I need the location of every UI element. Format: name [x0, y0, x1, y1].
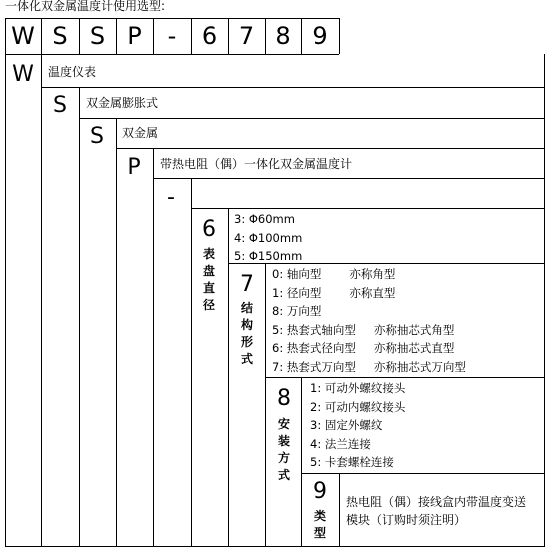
- option-row: 4: Φ100mm: [234, 230, 303, 245]
- section-8-name-char: 方: [277, 451, 290, 465]
- option-row: 5: 热套式轴向型 亦称抽芯式角型: [272, 322, 455, 337]
- code-cell-6: 6: [201, 22, 218, 50]
- code-cell-s1: S: [52, 22, 68, 50]
- section-7-name-char: 结: [240, 301, 253, 315]
- section-9-digit: 9: [313, 479, 327, 504]
- option-row: 4: 法兰连接: [310, 436, 371, 451]
- section-8-name-char: 安: [277, 417, 290, 431]
- option-row: 2: 可动内螺纹接头: [310, 399, 406, 414]
- option-row: 5: Φ150mm: [234, 249, 303, 263]
- code-cell-w: W: [11, 22, 35, 50]
- section-8-options: [310, 379, 405, 472]
- option-row: 6: 热套式径向型 亦称抽芯式直型: [272, 341, 455, 355]
- code-cell-dash: -: [167, 22, 177, 50]
- code-cell-s2: S: [89, 22, 106, 50]
- level-p-label: 带热电阻（偶）一体化双金属温度计: [160, 157, 353, 171]
- level-s1-code: S: [53, 93, 67, 118]
- option-row: 5: 卡套螺栓连接: [310, 455, 394, 469]
- option-row: 1: 可动外螺纹接头: [310, 381, 406, 395]
- option-row: 3: 固定外螺纹: [310, 418, 383, 432]
- section-8-name-char: 式: [277, 468, 290, 482]
- level-dash-code: -: [167, 185, 175, 210]
- option-row: 8: 万向型: [272, 304, 322, 318]
- code-cell-9: 9: [312, 22, 328, 50]
- section-6-name-char: 径: [202, 298, 215, 312]
- section-6-name: [191, 246, 227, 314]
- option-row: 7: 热套式万向型 亦称抽芯式万向型: [272, 359, 466, 374]
- level-s2-code: S: [90, 124, 104, 149]
- level-p-code: P: [127, 155, 141, 180]
- section-6-options: [234, 210, 302, 266]
- section-7-options: [272, 265, 466, 376]
- section-9-name: [302, 508, 338, 542]
- section-6-name-char: 直: [202, 281, 215, 295]
- section-9-description: 热电阻（偶）接线盒内带温度变送 模块（订购时须注明）: [346, 495, 527, 527]
- code-cell-7: 7: [238, 22, 255, 50]
- option-row: 0: 轴向型 亦称角型: [272, 267, 396, 281]
- section-6-name-char: 盘: [202, 264, 215, 278]
- section-8-digit: 8: [277, 386, 291, 411]
- code-cell-p: P: [127, 22, 142, 50]
- section-7-digit: 7: [240, 272, 254, 297]
- section-8-name: [266, 416, 302, 484]
- section-6-digit: 6: [202, 217, 216, 242]
- section-7-name-char: 构: [240, 318, 253, 332]
- option-row: 1: 径向型 亦称直型: [272, 285, 396, 300]
- level-w-label: 温度仪表: [48, 65, 97, 79]
- section-7-name-char: 形: [240, 335, 253, 349]
- code-cell-8: 8: [275, 22, 291, 50]
- section-9-name-char: 型: [313, 526, 326, 540]
- level-s2-label: 双金属: [122, 126, 159, 140]
- section-7-name: [229, 300, 265, 368]
- level-w-code: W: [12, 62, 34, 87]
- option-row: 3: Φ60mm: [234, 212, 295, 226]
- section-6-name-char: 表: [202, 247, 215, 261]
- section-8-name-char: 装: [277, 434, 290, 448]
- section-9-name-char: 类: [313, 509, 326, 523]
- page-title: 一体化双金属温度计使用选型:: [5, 0, 166, 13]
- level-s1-label: 双金属膨胀式: [86, 96, 159, 110]
- section-7-name-char: 式: [240, 352, 253, 366]
